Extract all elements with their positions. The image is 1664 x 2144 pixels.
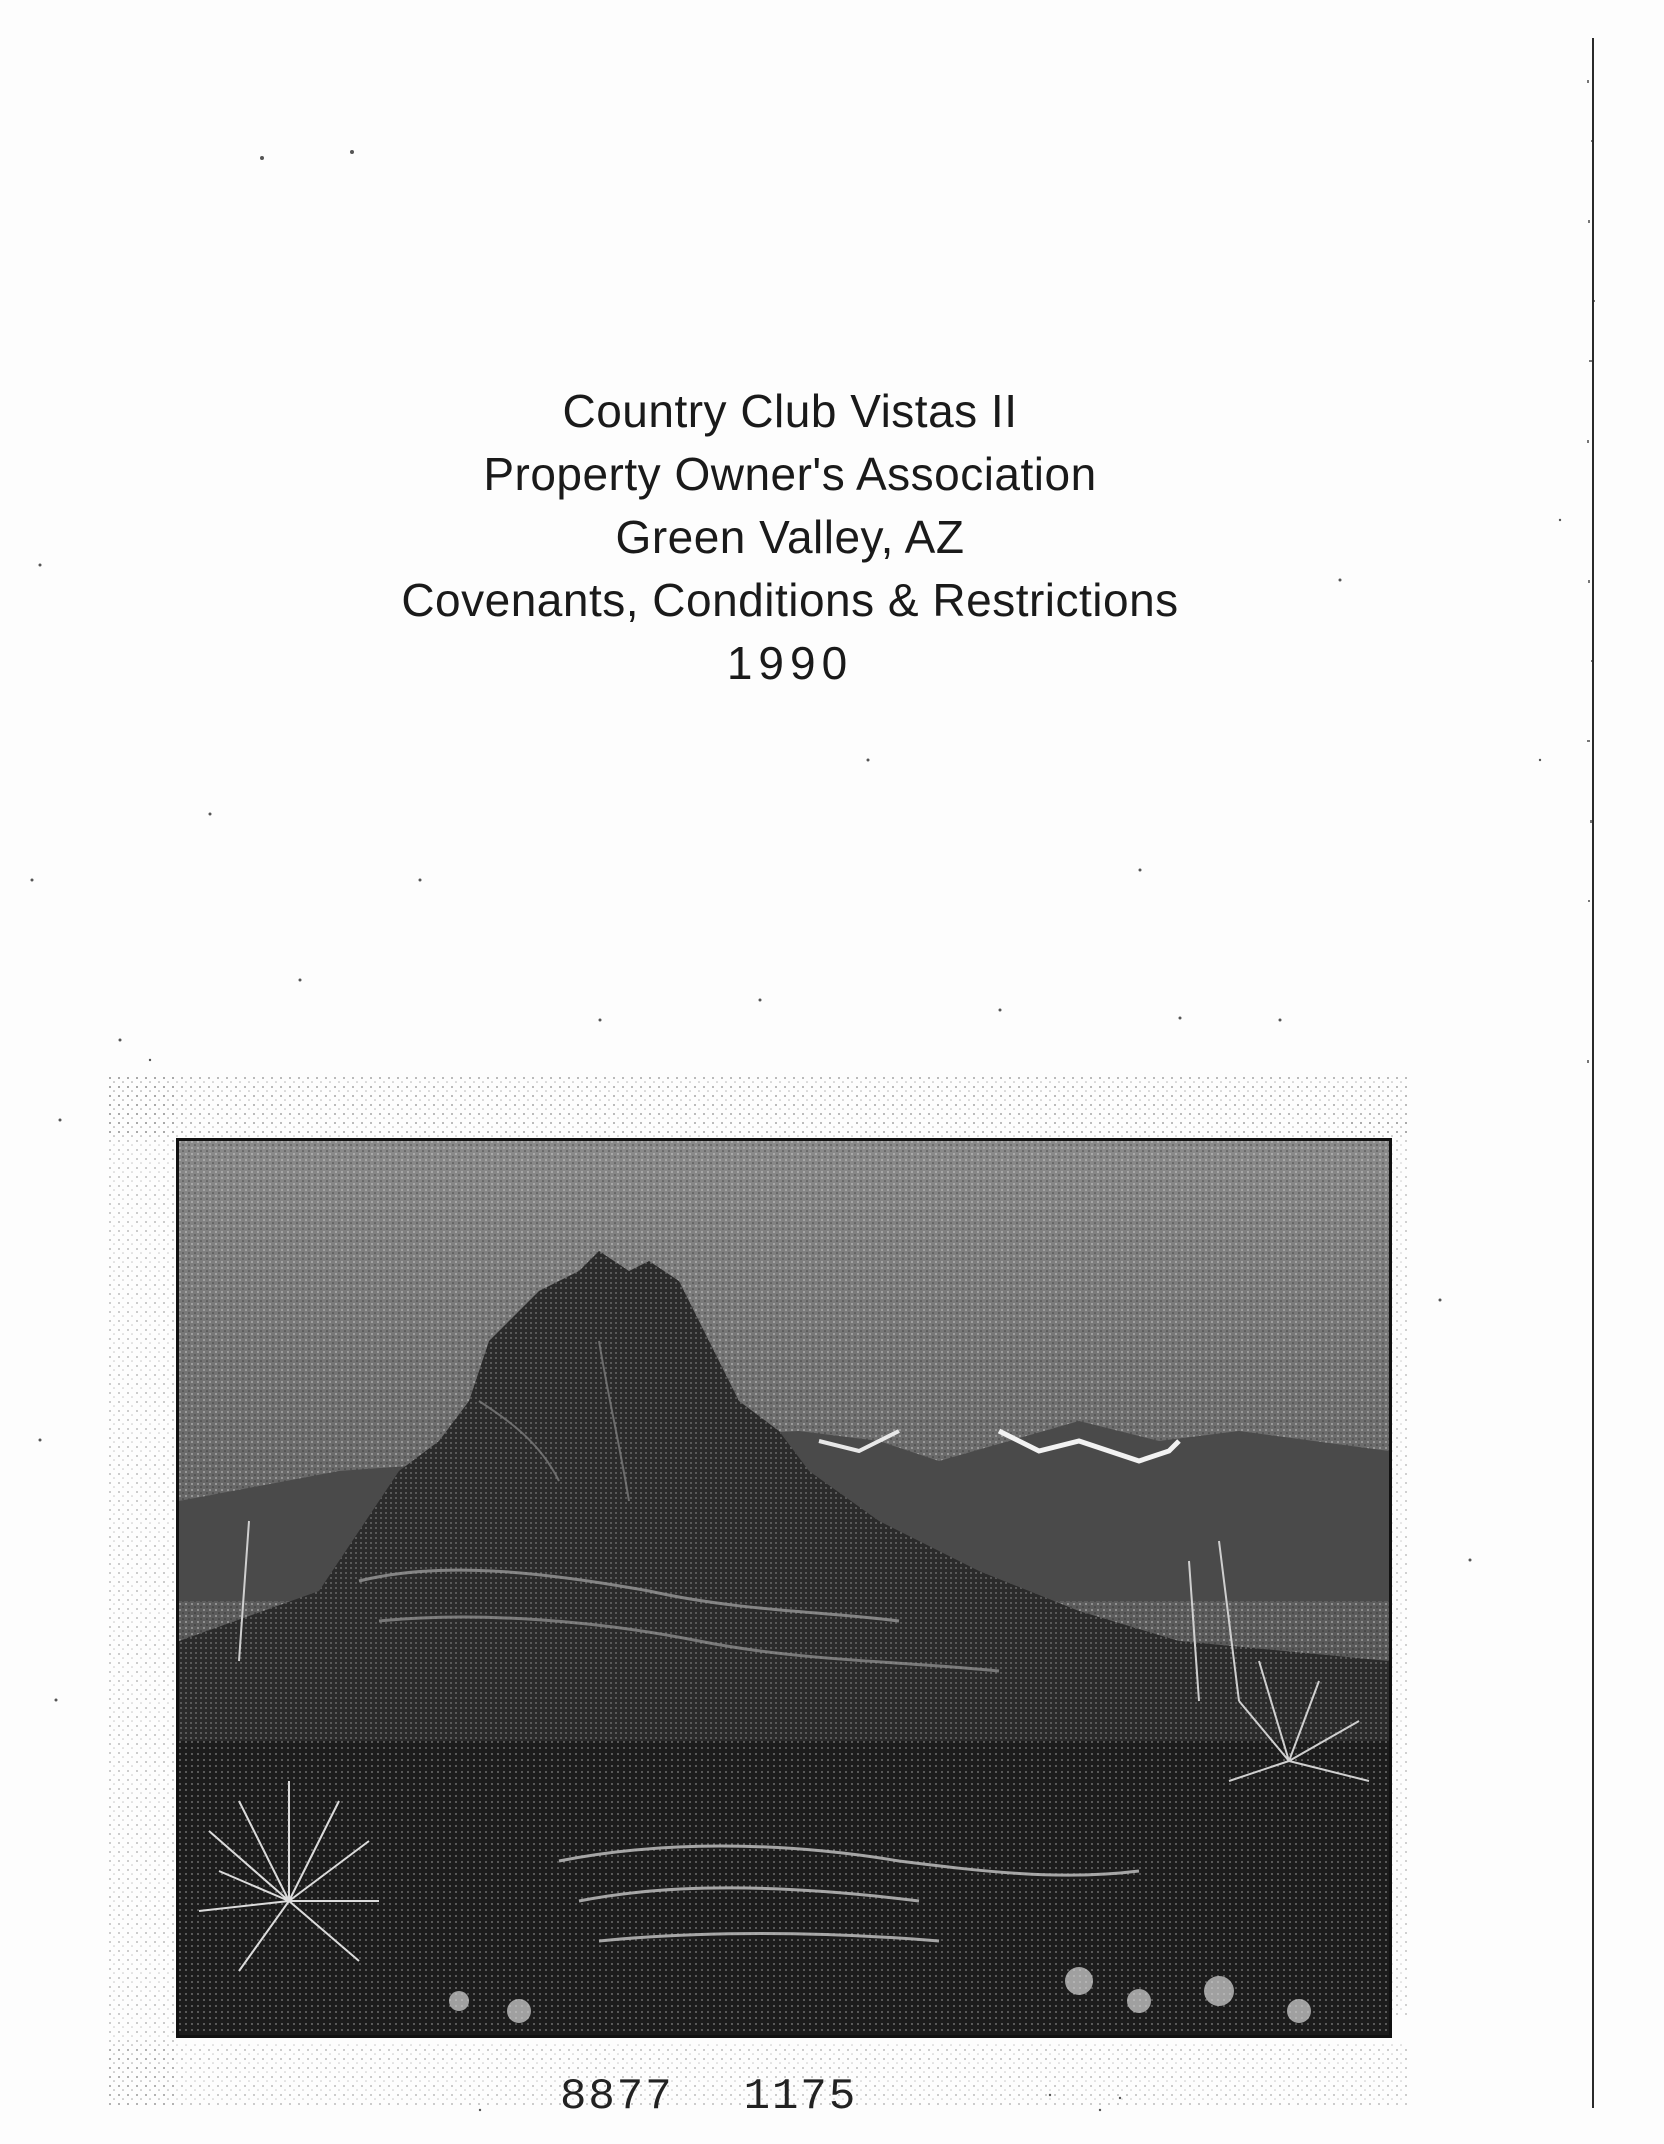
title-line-year: 1990 [726,637,854,689]
scan-edge-rule [1592,38,1594,2108]
title-line-location: Green Valley, AZ [615,511,965,563]
recording-stamp [560,2072,960,2122]
recording-book-number: 8877 [560,2072,674,2122]
recording-page-number: 1175 [743,2072,858,2122]
title-line-organization: Property Owner's Association [483,448,1097,500]
document-title-block [300,380,1280,695]
title-line-association-name: Country Club Vistas II [562,385,1018,437]
cover-illustration-desert-mountain [176,1138,1392,2038]
title-line-document-type: Covenants, Conditions & Restrictions [401,574,1179,626]
margin-scan-noise [1585,60,1605,1160]
mountain-landscape-image [179,1141,1389,2035]
